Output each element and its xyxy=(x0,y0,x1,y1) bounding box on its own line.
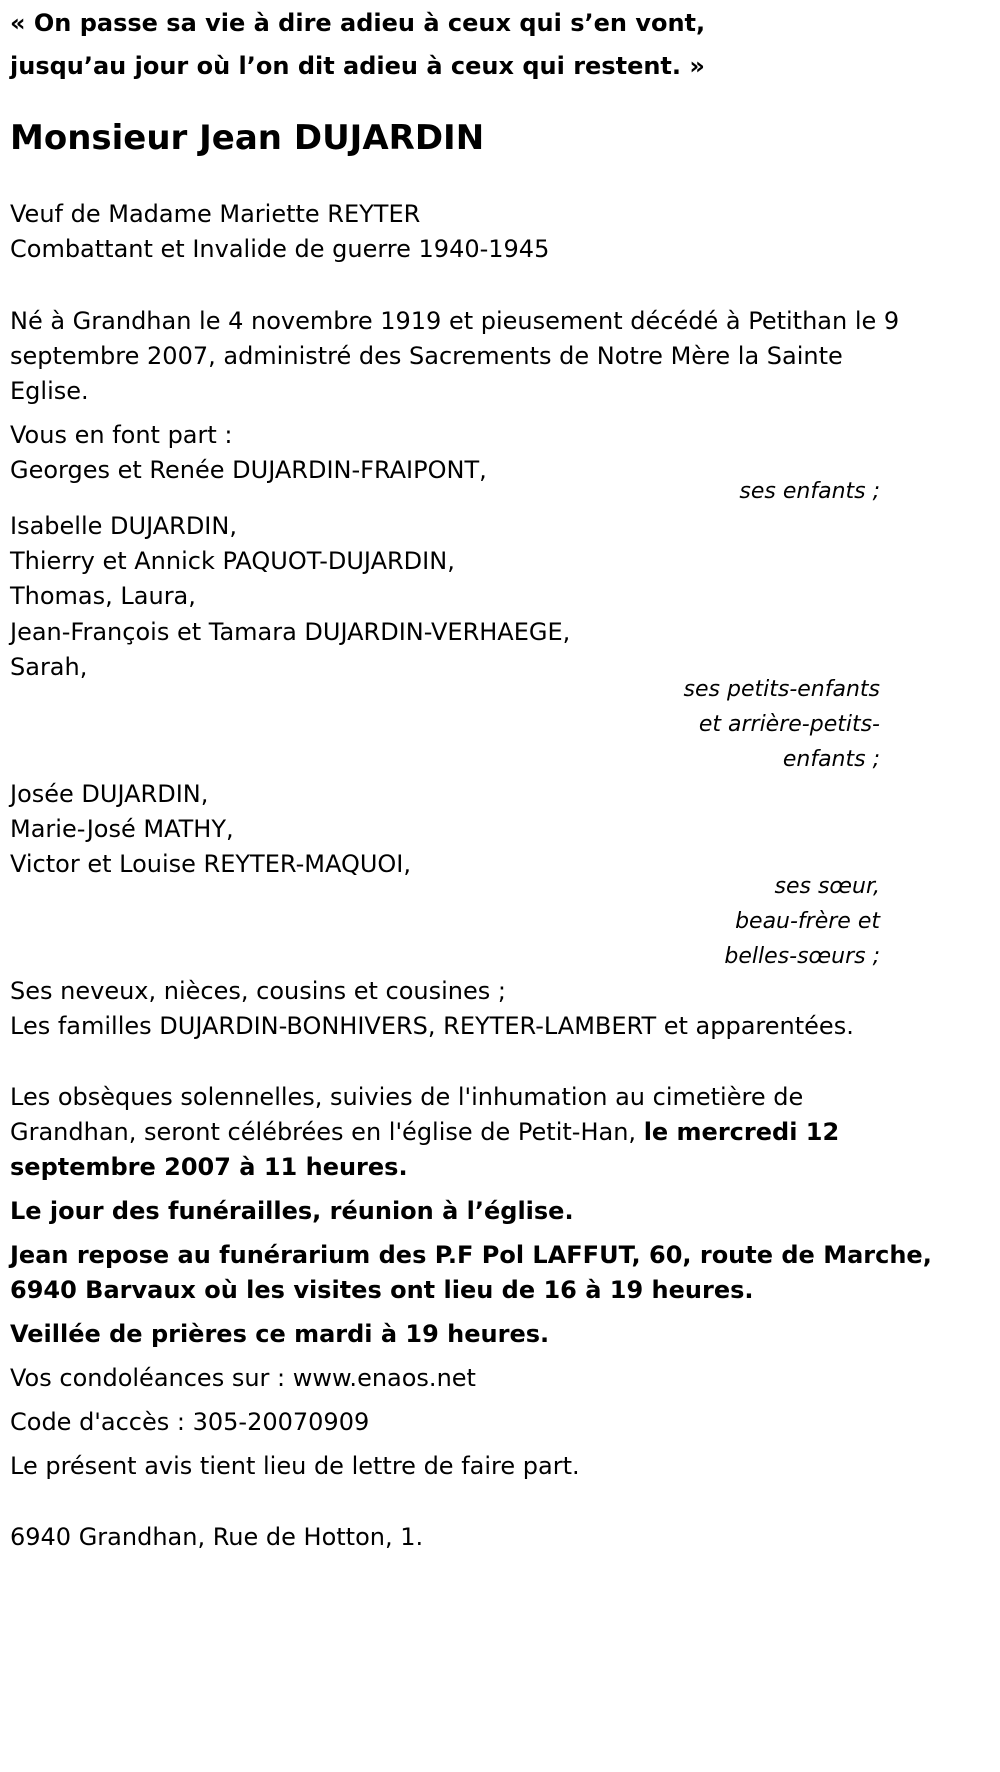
funeral-time: septembre 2007 à 11 heures. xyxy=(10,1153,408,1181)
funeral-line-2 xyxy=(10,1115,839,1150)
announce-line: Vous en font part : xyxy=(10,421,233,449)
funeral-home-line-1: Jean repose au funérarium des P.F Pol LAFFUT, 60, route de Marche, xyxy=(10,1241,932,1269)
notice-line: Le présent avis tient lieu de lettre de faire part. xyxy=(10,1452,580,1480)
children-name: Georges et Renée DUJARDIN-FRAIPONT, xyxy=(10,456,487,484)
birth-line-2: septembre 2007, administré des Sacrements de Notre Mère la Sainte xyxy=(10,342,843,370)
condolences-line: Vos condoléances sur : www.enaos.net xyxy=(10,1364,476,1392)
children-role: ses enfants ; xyxy=(739,479,880,504)
funeral-line-1: Les obsèques solennelles, suivies de l'inhumation au cimetière de xyxy=(10,1083,804,1111)
grandchildren-role: ses petits-enfants xyxy=(683,677,880,702)
relatives-line: Ses neveux, nièces, cousins et cousines ; xyxy=(10,977,506,1005)
vigil-line: Veillée de prières ce mardi à 19 heures. xyxy=(10,1320,550,1348)
quote-line-1: « On passe sa vie à dire adieu à ceux qui s’en vont, xyxy=(10,9,706,37)
sibling-name: Marie-José MATHY, xyxy=(10,815,234,843)
funeral-home-line-2: 6940 Barvaux où les visites ont lieu de 16 à 19 heures. xyxy=(10,1276,754,1304)
sibling-name: Victor et Louise REYTER-MAQUOI, xyxy=(10,850,412,878)
siblings-role: belles-sœurs ; xyxy=(724,944,880,969)
birth-line-1: Né à Grandhan le 4 novembre 1919 et pieusement décédé à Petithan le 9 xyxy=(10,307,900,335)
widow-line: Veuf de Madame Mariette REYTER xyxy=(10,200,421,228)
address-line: 6940 Grandhan, Rue de Hotton, 1. xyxy=(10,1523,424,1551)
grandchild-name: Sarah, xyxy=(10,653,88,681)
veteran-line: Combattant et Invalide de guerre 1940-1945 xyxy=(10,235,550,263)
grandchild-name: Jean-François et Tamara DUJARDIN-VERHAEGE, xyxy=(10,618,571,646)
meeting-line: Le jour des funérailles, réunion à l’église. xyxy=(10,1197,574,1225)
grandchild-name: Thierry et Annick PAQUOT-DUJARDIN, xyxy=(10,547,455,575)
funeral-date: le mercredi 12 xyxy=(643,1118,840,1146)
sibling-name: Josée DUJARDIN, xyxy=(10,780,209,808)
funeral-place: Grandhan, seront célébrées en l'église de Petit-Han, xyxy=(10,1118,637,1146)
grandchildren-role: enfants ; xyxy=(782,747,880,772)
siblings-role: beau-frère et xyxy=(735,909,880,934)
siblings-role: ses sœur, xyxy=(774,874,880,899)
grandchild-name: Isabelle DUJARDIN, xyxy=(10,512,237,540)
birth-line-3: Eglise. xyxy=(10,377,89,405)
access-code-line: Code d'accès : 305-20070909 xyxy=(10,1408,370,1436)
quote-line-2: jusqu’au jour où l’on dit adieu à ceux qui restent. » xyxy=(10,52,705,80)
grandchildren-role: et arrière-petits- xyxy=(698,712,880,737)
families-line: Les familles DUJARDIN-BONHIVERS, REYTER-LAMBERT et apparentées. xyxy=(10,1012,854,1040)
page-title: Monsieur Jean DUJARDIN xyxy=(10,118,485,158)
grandchild-name: Thomas, Laura, xyxy=(10,582,196,610)
